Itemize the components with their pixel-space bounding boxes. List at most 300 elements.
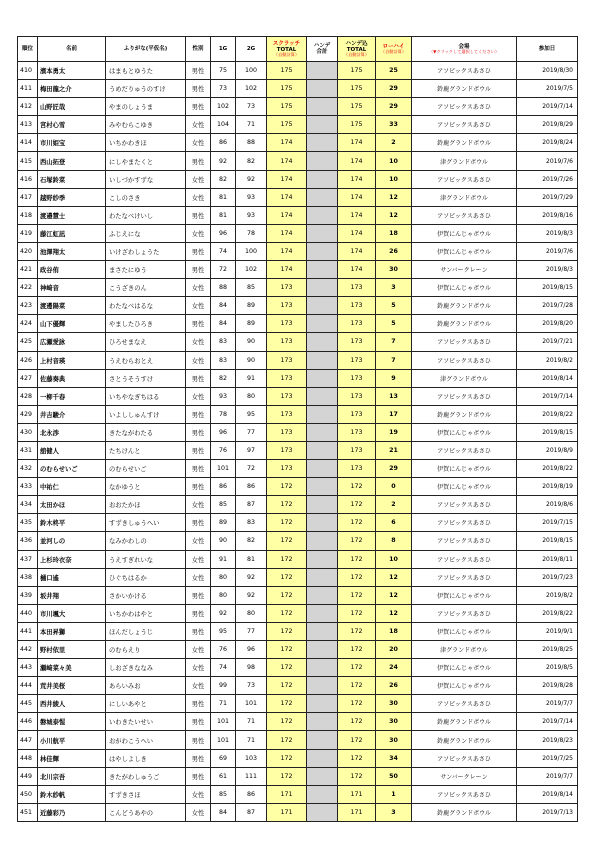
- sex-cell: 男性: [186, 731, 211, 749]
- handicap-cell: [307, 713, 338, 731]
- handicap-cell: [307, 224, 338, 242]
- sex-cell: 男性: [186, 713, 211, 731]
- venue-cell[interactable]: 伊賀にんじゃボウル: [412, 224, 517, 242]
- handicap-cell: [307, 731, 338, 749]
- venue-cell[interactable]: アソビックスあさひ: [412, 387, 517, 405]
- venue-cell[interactable]: 伊賀にんじゃボウル: [412, 677, 517, 695]
- handicap-cell: [307, 460, 338, 478]
- handicap-total-cell: 172: [338, 622, 376, 640]
- venue-cell[interactable]: 伊賀にんじゃボウル: [412, 423, 517, 441]
- handicap-header-line1: ハンデ: [313, 42, 331, 49]
- game1-cell: 71: [211, 695, 236, 713]
- game1-cell: 80: [211, 586, 236, 604]
- handicap-total-cell: 172: [338, 478, 376, 496]
- kana-cell: いちかわはやと: [106, 604, 186, 622]
- table-row: [18, 568, 578, 586]
- lowhigh-cell: 12: [376, 188, 412, 206]
- col-handicap-header: [307, 37, 338, 62]
- game1-cell: 83: [211, 333, 236, 351]
- kana-cell: すずきさほ: [106, 785, 186, 803]
- kana-cell: いよししゅんすけ: [106, 405, 186, 423]
- kana-cell: たちけんと: [106, 441, 186, 459]
- venue-cell[interactable]: サンバークレーン: [412, 261, 517, 279]
- handicap-total-cell: 172: [338, 641, 376, 659]
- rank-cell: 431: [18, 441, 38, 459]
- venue-cell[interactable]: アソビックスあさひ: [412, 351, 517, 369]
- name-cell: 北永渉: [38, 423, 106, 441]
- lowhigh-cell: 34: [376, 749, 412, 767]
- game1-cell: 96: [211, 423, 236, 441]
- handicap-total-cell: 174: [338, 170, 376, 188]
- handicap-cell: [307, 478, 338, 496]
- table-row: [18, 315, 578, 333]
- lowhigh-cell: 29: [376, 98, 412, 116]
- handicap-cell: [307, 803, 338, 821]
- lowhigh-cell: 30: [376, 695, 412, 713]
- handicap-cell: [307, 351, 338, 369]
- game1-cell: 104: [211, 116, 236, 134]
- venue-cell[interactable]: 鈴鹿グランドボウル: [412, 731, 517, 749]
- lowhigh-cell: 9: [376, 369, 412, 387]
- results-table: [17, 36, 578, 822]
- venue-cell[interactable]: 伊賀にんじゃボウル: [412, 622, 517, 640]
- game1-cell: 83: [211, 351, 236, 369]
- table-row: [18, 641, 578, 659]
- game1-cell: 92: [211, 604, 236, 622]
- handicap-total-cell: 172: [338, 568, 376, 586]
- name-cell: のむらせいご: [38, 460, 106, 478]
- date-cell: 2019/8/15: [517, 279, 578, 297]
- venue-cell[interactable]: アソビックスあさひ: [412, 333, 517, 351]
- venue-cell[interactable]: 伊賀にんじゃボウル: [412, 242, 517, 260]
- lowhigh-cell: 6: [376, 514, 412, 532]
- venue-cell[interactable]: 津グランドボウル: [412, 641, 517, 659]
- date-cell: 2019/7/28: [517, 297, 578, 315]
- rank-cell: 429: [18, 405, 38, 423]
- rank-cell: 434: [18, 496, 38, 514]
- lowhigh-cell: 2: [376, 496, 412, 514]
- date-cell: 2019/8/6: [517, 496, 578, 514]
- date-cell: 2019/8/20: [517, 315, 578, 333]
- game1-cell: 92: [211, 152, 236, 170]
- name-cell: 樋口遙: [38, 568, 106, 586]
- sex-cell: 女性: [186, 803, 211, 821]
- rank-cell: 442: [18, 641, 38, 659]
- lowhigh-cell: 0: [376, 478, 412, 496]
- lowhigh-cell: 26: [376, 242, 412, 260]
- game2-cell: 80: [236, 604, 267, 622]
- rank-cell: 424: [18, 315, 38, 333]
- scratch-total-cell: 172: [267, 622, 307, 640]
- game1-cell: 84: [211, 803, 236, 821]
- rank-cell: 449: [18, 767, 38, 785]
- sex-cell: 男性: [186, 62, 211, 80]
- date-cell: 2019/8/3: [517, 261, 578, 279]
- lowhigh-cell: 10: [376, 550, 412, 568]
- handicap-cell: [307, 659, 338, 677]
- name-cell: 荒井美桜: [38, 677, 106, 695]
- name-cell: 太田かほ: [38, 496, 106, 514]
- venue-cell[interactable]: アソビックスあさひ: [412, 749, 517, 767]
- game2-cell: 77: [236, 622, 267, 640]
- lowhigh-cell: 10: [376, 170, 412, 188]
- table-row: [18, 333, 578, 351]
- sex-cell: 男性: [186, 478, 211, 496]
- venue-header-note: （▼クリックして選択してください）: [428, 48, 500, 54]
- name-cell: 磐城泰惺: [38, 713, 106, 731]
- table-row: [18, 785, 578, 803]
- kana-cell: いけざわしょうた: [106, 242, 186, 260]
- game1-cell: 101: [211, 460, 236, 478]
- lowhigh-cell: 12: [376, 586, 412, 604]
- venue-cell[interactable]: アソビックスあさひ: [412, 441, 517, 459]
- sex-cell: 男性: [186, 695, 211, 713]
- handicap-cell: [307, 116, 338, 134]
- col-sex-header: 性別: [186, 37, 211, 62]
- date-cell: 2019/7/15: [517, 514, 578, 532]
- lowhigh-cell: 18: [376, 622, 412, 640]
- sex-cell: 男性: [186, 98, 211, 116]
- date-cell: 2019/8/30: [517, 62, 578, 80]
- name-cell: 林佳輝: [38, 749, 106, 767]
- rank-cell: 423: [18, 297, 38, 315]
- date-cell: 2019/7/7: [517, 695, 578, 713]
- table-row: [18, 134, 578, 152]
- col-date-header: 参加日: [517, 37, 578, 62]
- kana-cell: さかいかける: [106, 586, 186, 604]
- game1-cell: 73: [211, 80, 236, 98]
- kana-cell: ひろせまなえ: [106, 333, 186, 351]
- venue-cell[interactable]: アソビックスあさひ: [412, 550, 517, 568]
- name-cell: 神崎音: [38, 279, 106, 297]
- rank-cell: 412: [18, 98, 38, 116]
- scratch-total-cell: 173: [267, 351, 307, 369]
- handicap-total-cell: 175: [338, 116, 376, 134]
- table-row: [18, 441, 578, 459]
- handicap-total-cell: 172: [338, 677, 376, 695]
- date-cell: 2019/7/25: [517, 749, 578, 767]
- handicap-total-cell: 174: [338, 152, 376, 170]
- kana-cell: やましたひろき: [106, 315, 186, 333]
- handicap-cell: [307, 586, 338, 604]
- venue-cell[interactable]: アソビックスあさひ: [412, 496, 517, 514]
- name-cell: 中祐仁: [38, 478, 106, 496]
- lowhigh-cell: 29: [376, 460, 412, 478]
- kana-cell: きたがわしゅうご: [106, 767, 186, 785]
- game2-cell: 96: [236, 641, 267, 659]
- col-1g-header: 1G: [211, 37, 236, 62]
- venue-cell[interactable]: 伊賀にんじゃボウル: [412, 279, 517, 297]
- lowhigh-cell: 30: [376, 261, 412, 279]
- date-cell: 2019/8/11: [517, 550, 578, 568]
- table-row: [18, 767, 578, 785]
- lowhigh-cell: 50: [376, 767, 412, 785]
- table-row: [18, 116, 578, 134]
- sex-cell: 男性: [186, 423, 211, 441]
- handicap-cell: [307, 441, 338, 459]
- game2-cell: 102: [236, 80, 267, 98]
- date-cell: 2019/8/2: [517, 351, 578, 369]
- game2-cell: 82: [236, 532, 267, 550]
- lowhigh-cell: 30: [376, 713, 412, 731]
- game1-cell: 84: [211, 315, 236, 333]
- venue-cell[interactable]: 鈴鹿グランドボウル: [412, 405, 517, 423]
- game1-cell: 81: [211, 188, 236, 206]
- name-cell: 山野匠哉: [38, 98, 106, 116]
- game2-cell: 85: [236, 279, 267, 297]
- handicap-cell: [307, 550, 338, 568]
- scratch-total-cell: 174: [267, 206, 307, 224]
- kana-cell: すずきしゅうへい: [106, 514, 186, 532]
- name-cell: 鈴木紗帆: [38, 785, 106, 803]
- table-row: [18, 514, 578, 532]
- rank-cell: 447: [18, 731, 38, 749]
- venue-cell[interactable]: アソビックスあさひ: [412, 98, 517, 116]
- rank-cell: 415: [18, 152, 38, 170]
- handicap-cell: [307, 333, 338, 351]
- venue-cell[interactable]: 津グランドボウル: [412, 152, 517, 170]
- scratch-header-line1: スクラッチ: [272, 40, 301, 47]
- rank-cell: 411: [18, 80, 38, 98]
- sex-cell: 女性: [186, 170, 211, 188]
- handicap-cell: [307, 315, 338, 333]
- kana-cell: はまもとゆうた: [106, 62, 186, 80]
- kana-cell: うえむらおとえ: [106, 351, 186, 369]
- scratch-total-cell: 174: [267, 170, 307, 188]
- kana-cell: こんどうあやの: [106, 803, 186, 821]
- venue-cell[interactable]: 伊賀にんじゃボウル: [412, 659, 517, 677]
- venue-cell[interactable]: アソビックスあさひ: [412, 116, 517, 134]
- rank-cell: 414: [18, 134, 38, 152]
- handicap-cell: [307, 604, 338, 622]
- name-cell: 市川颯大: [38, 604, 106, 622]
- table-row: [18, 98, 578, 116]
- col-scratch-header: [267, 37, 307, 62]
- rank-cell: 426: [18, 351, 38, 369]
- kana-cell: はやしよしき: [106, 749, 186, 767]
- date-cell: 2019/7/26: [517, 170, 578, 188]
- lowhigh-cell: 12: [376, 568, 412, 586]
- date-cell: 2019/7/7: [517, 767, 578, 785]
- handicap-total-cell: 172: [338, 713, 376, 731]
- name-cell: 藤江虹凪: [38, 224, 106, 242]
- total-header-line2: TOTAL: [346, 46, 367, 53]
- table-row: [18, 713, 578, 731]
- scratch-total-cell: 173: [267, 441, 307, 459]
- handicap-cell: [307, 641, 338, 659]
- venue-cell[interactable]: サンバークレーン: [412, 767, 517, 785]
- game1-cell: 88: [211, 279, 236, 297]
- sex-cell: 男性: [186, 80, 211, 98]
- handicap-total-cell: 172: [338, 695, 376, 713]
- rank-cell: 419: [18, 224, 38, 242]
- game2-cell: 82: [236, 152, 267, 170]
- handicap-cell: [307, 261, 338, 279]
- game1-cell: 91: [211, 550, 236, 568]
- game2-cell: 71: [236, 713, 267, 731]
- date-cell: 2019/7/6: [517, 242, 578, 260]
- venue-cell[interactable]: 伊賀にんじゃボウル: [412, 460, 517, 478]
- date-cell: 2019/7/13: [517, 803, 578, 821]
- date-cell: 2019/7/21: [517, 333, 578, 351]
- date-cell: 2019/8/3: [517, 224, 578, 242]
- game1-cell: 99: [211, 677, 236, 695]
- name-cell: 井吉駿介: [38, 405, 106, 423]
- kana-cell: おがわこうへい: [106, 731, 186, 749]
- handicap-total-cell: 174: [338, 206, 376, 224]
- handicap-total-cell: 173: [338, 369, 376, 387]
- kana-cell: うめだりゅうのすけ: [106, 80, 186, 98]
- game1-cell: 101: [211, 731, 236, 749]
- rank-cell: 428: [18, 387, 38, 405]
- scratch-total-cell: 172: [267, 568, 307, 586]
- table-row: [18, 622, 578, 640]
- venue-cell[interactable]: アソビックスあさひ: [412, 532, 517, 550]
- venue-cell[interactable]: 鈴鹿グランドボウル: [412, 803, 517, 821]
- handicap-cell: [307, 188, 338, 206]
- col-venue-header: [412, 37, 517, 62]
- scratch-total-cell: 173: [267, 405, 307, 423]
- venue-cell[interactable]: アソビックスあさひ: [412, 695, 517, 713]
- game1-cell: 86: [211, 478, 236, 496]
- game2-cell: 90: [236, 333, 267, 351]
- venue-cell[interactable]: アソビックスあさひ: [412, 62, 517, 80]
- handicap-cell: [307, 242, 338, 260]
- table-row: [18, 749, 578, 767]
- scratch-total-cell: 174: [267, 134, 307, 152]
- venue-cell[interactable]: 鈴鹿グランドボウル: [412, 297, 517, 315]
- sex-cell: 男性: [186, 242, 211, 260]
- game2-cell: 80: [236, 387, 267, 405]
- game1-cell: 102: [211, 98, 236, 116]
- name-cell: 梅田龍之介: [38, 80, 106, 98]
- scratch-total-cell: 172: [267, 532, 307, 550]
- lowhigh-cell: 5: [376, 315, 412, 333]
- handicap-cell: [307, 514, 338, 532]
- handicap-cell: [307, 405, 338, 423]
- sex-cell: 女性: [186, 387, 211, 405]
- lowhigh-cell: 7: [376, 333, 412, 351]
- scratch-total-cell: 172: [267, 641, 307, 659]
- handicap-cell: [307, 496, 338, 514]
- handicap-total-cell: 174: [338, 261, 376, 279]
- handicap-total-cell: 174: [338, 224, 376, 242]
- game1-cell: 76: [211, 441, 236, 459]
- handicap-total-cell: 173: [338, 441, 376, 459]
- game2-cell: 103: [236, 749, 267, 767]
- handicap-cell: [307, 785, 338, 803]
- lowhigh-cell: 26: [376, 677, 412, 695]
- venue-cell[interactable]: 伊賀にんじゃボウル: [412, 586, 517, 604]
- table-row: [18, 405, 578, 423]
- rank-cell: 421: [18, 261, 38, 279]
- handicap-cell: [307, 423, 338, 441]
- game2-cell: 83: [236, 514, 267, 532]
- game2-cell: 100: [236, 62, 267, 80]
- rank-cell: 445: [18, 695, 38, 713]
- rank-cell: 440: [18, 604, 38, 622]
- venue-cell[interactable]: アソビックスあさひ: [412, 568, 517, 586]
- handicap-cell: [307, 152, 338, 170]
- handicap-total-cell: 172: [338, 767, 376, 785]
- name-cell: 鈴木柊平: [38, 514, 106, 532]
- date-cell: 2019/7/29: [517, 188, 578, 206]
- handicap-total-cell: 174: [338, 134, 376, 152]
- sex-cell: 女性: [186, 116, 211, 134]
- game1-cell: 82: [211, 369, 236, 387]
- kana-cell: ひぐちはるか: [106, 568, 186, 586]
- date-cell: 2019/8/22: [517, 460, 578, 478]
- handicap-cell: [307, 80, 338, 98]
- sex-cell: 男性: [186, 315, 211, 333]
- rank-cell: 436: [18, 532, 38, 550]
- game2-cell: 73: [236, 677, 267, 695]
- scratch-total-cell: 173: [267, 387, 307, 405]
- name-cell: 北川宗吾: [38, 767, 106, 785]
- rank-cell: 441: [18, 622, 38, 640]
- table-row: [18, 659, 578, 677]
- venue-cell[interactable]: アソビックスあさひ: [412, 206, 517, 224]
- scratch-total-cell: 174: [267, 242, 307, 260]
- lowhigh-cell: 13: [376, 387, 412, 405]
- game2-cell: 100: [236, 242, 267, 260]
- scratch-total-cell: 173: [267, 315, 307, 333]
- name-cell: 本田昇獅: [38, 622, 106, 640]
- game2-cell: 102: [236, 261, 267, 279]
- venue-cell[interactable]: 津グランドボウル: [412, 369, 517, 387]
- venue-cell[interactable]: 鈴鹿グランドボウル: [412, 315, 517, 333]
- header-row: [18, 37, 578, 62]
- handicap-header-line2: 合計: [316, 49, 328, 55]
- game2-cell: 97: [236, 441, 267, 459]
- date-cell: 2019/8/16: [517, 206, 578, 224]
- scratch-total-cell: 173: [267, 279, 307, 297]
- lowhigh-cell: 10: [376, 152, 412, 170]
- lowhigh-cell: 18: [376, 224, 412, 242]
- scratch-total-cell: 175: [267, 98, 307, 116]
- handicap-cell: [307, 134, 338, 152]
- handicap-total-cell: 173: [338, 297, 376, 315]
- table-row: [18, 731, 578, 749]
- handicap-total-cell: 174: [338, 242, 376, 260]
- venue-cell[interactable]: 鈴鹿グランドボウル: [412, 134, 517, 152]
- kana-cell: しおざきななみ: [106, 659, 186, 677]
- lowhigh-cell: 1: [376, 785, 412, 803]
- venue-cell[interactable]: アソビックスあさひ: [412, 514, 517, 532]
- lowhigh-cell: 8: [376, 532, 412, 550]
- col-lowhigh-header: [376, 37, 412, 62]
- lowhigh-cell: 33: [376, 116, 412, 134]
- game2-cell: 90: [236, 351, 267, 369]
- venue-cell[interactable]: アソビックスあさひ: [412, 170, 517, 188]
- kana-cell: こうざきのん: [106, 279, 186, 297]
- game1-cell: 74: [211, 659, 236, 677]
- venue-cell[interactable]: 津グランドボウル: [412, 188, 517, 206]
- name-cell: 濱本勇太: [38, 62, 106, 80]
- venue-cell[interactable]: 鈴鹿グランドボウル: [412, 80, 517, 98]
- venue-cell[interactable]: 伊賀にんじゃボウル: [412, 478, 517, 496]
- scratch-header-line2: TOTAL: [276, 46, 297, 53]
- date-cell: 2019/7/6: [517, 152, 578, 170]
- venue-cell[interactable]: アソビックスあさひ: [412, 604, 517, 622]
- handicap-cell: [307, 767, 338, 785]
- venue-cell[interactable]: 鈴鹿グランドボウル: [412, 713, 517, 731]
- name-cell: 西山拓登: [38, 152, 106, 170]
- venue-cell[interactable]: アソビックスあさひ: [412, 785, 517, 803]
- game1-cell: 82: [211, 170, 236, 188]
- handicap-total-cell: 173: [338, 460, 376, 478]
- kana-cell: わたなべはるな: [106, 297, 186, 315]
